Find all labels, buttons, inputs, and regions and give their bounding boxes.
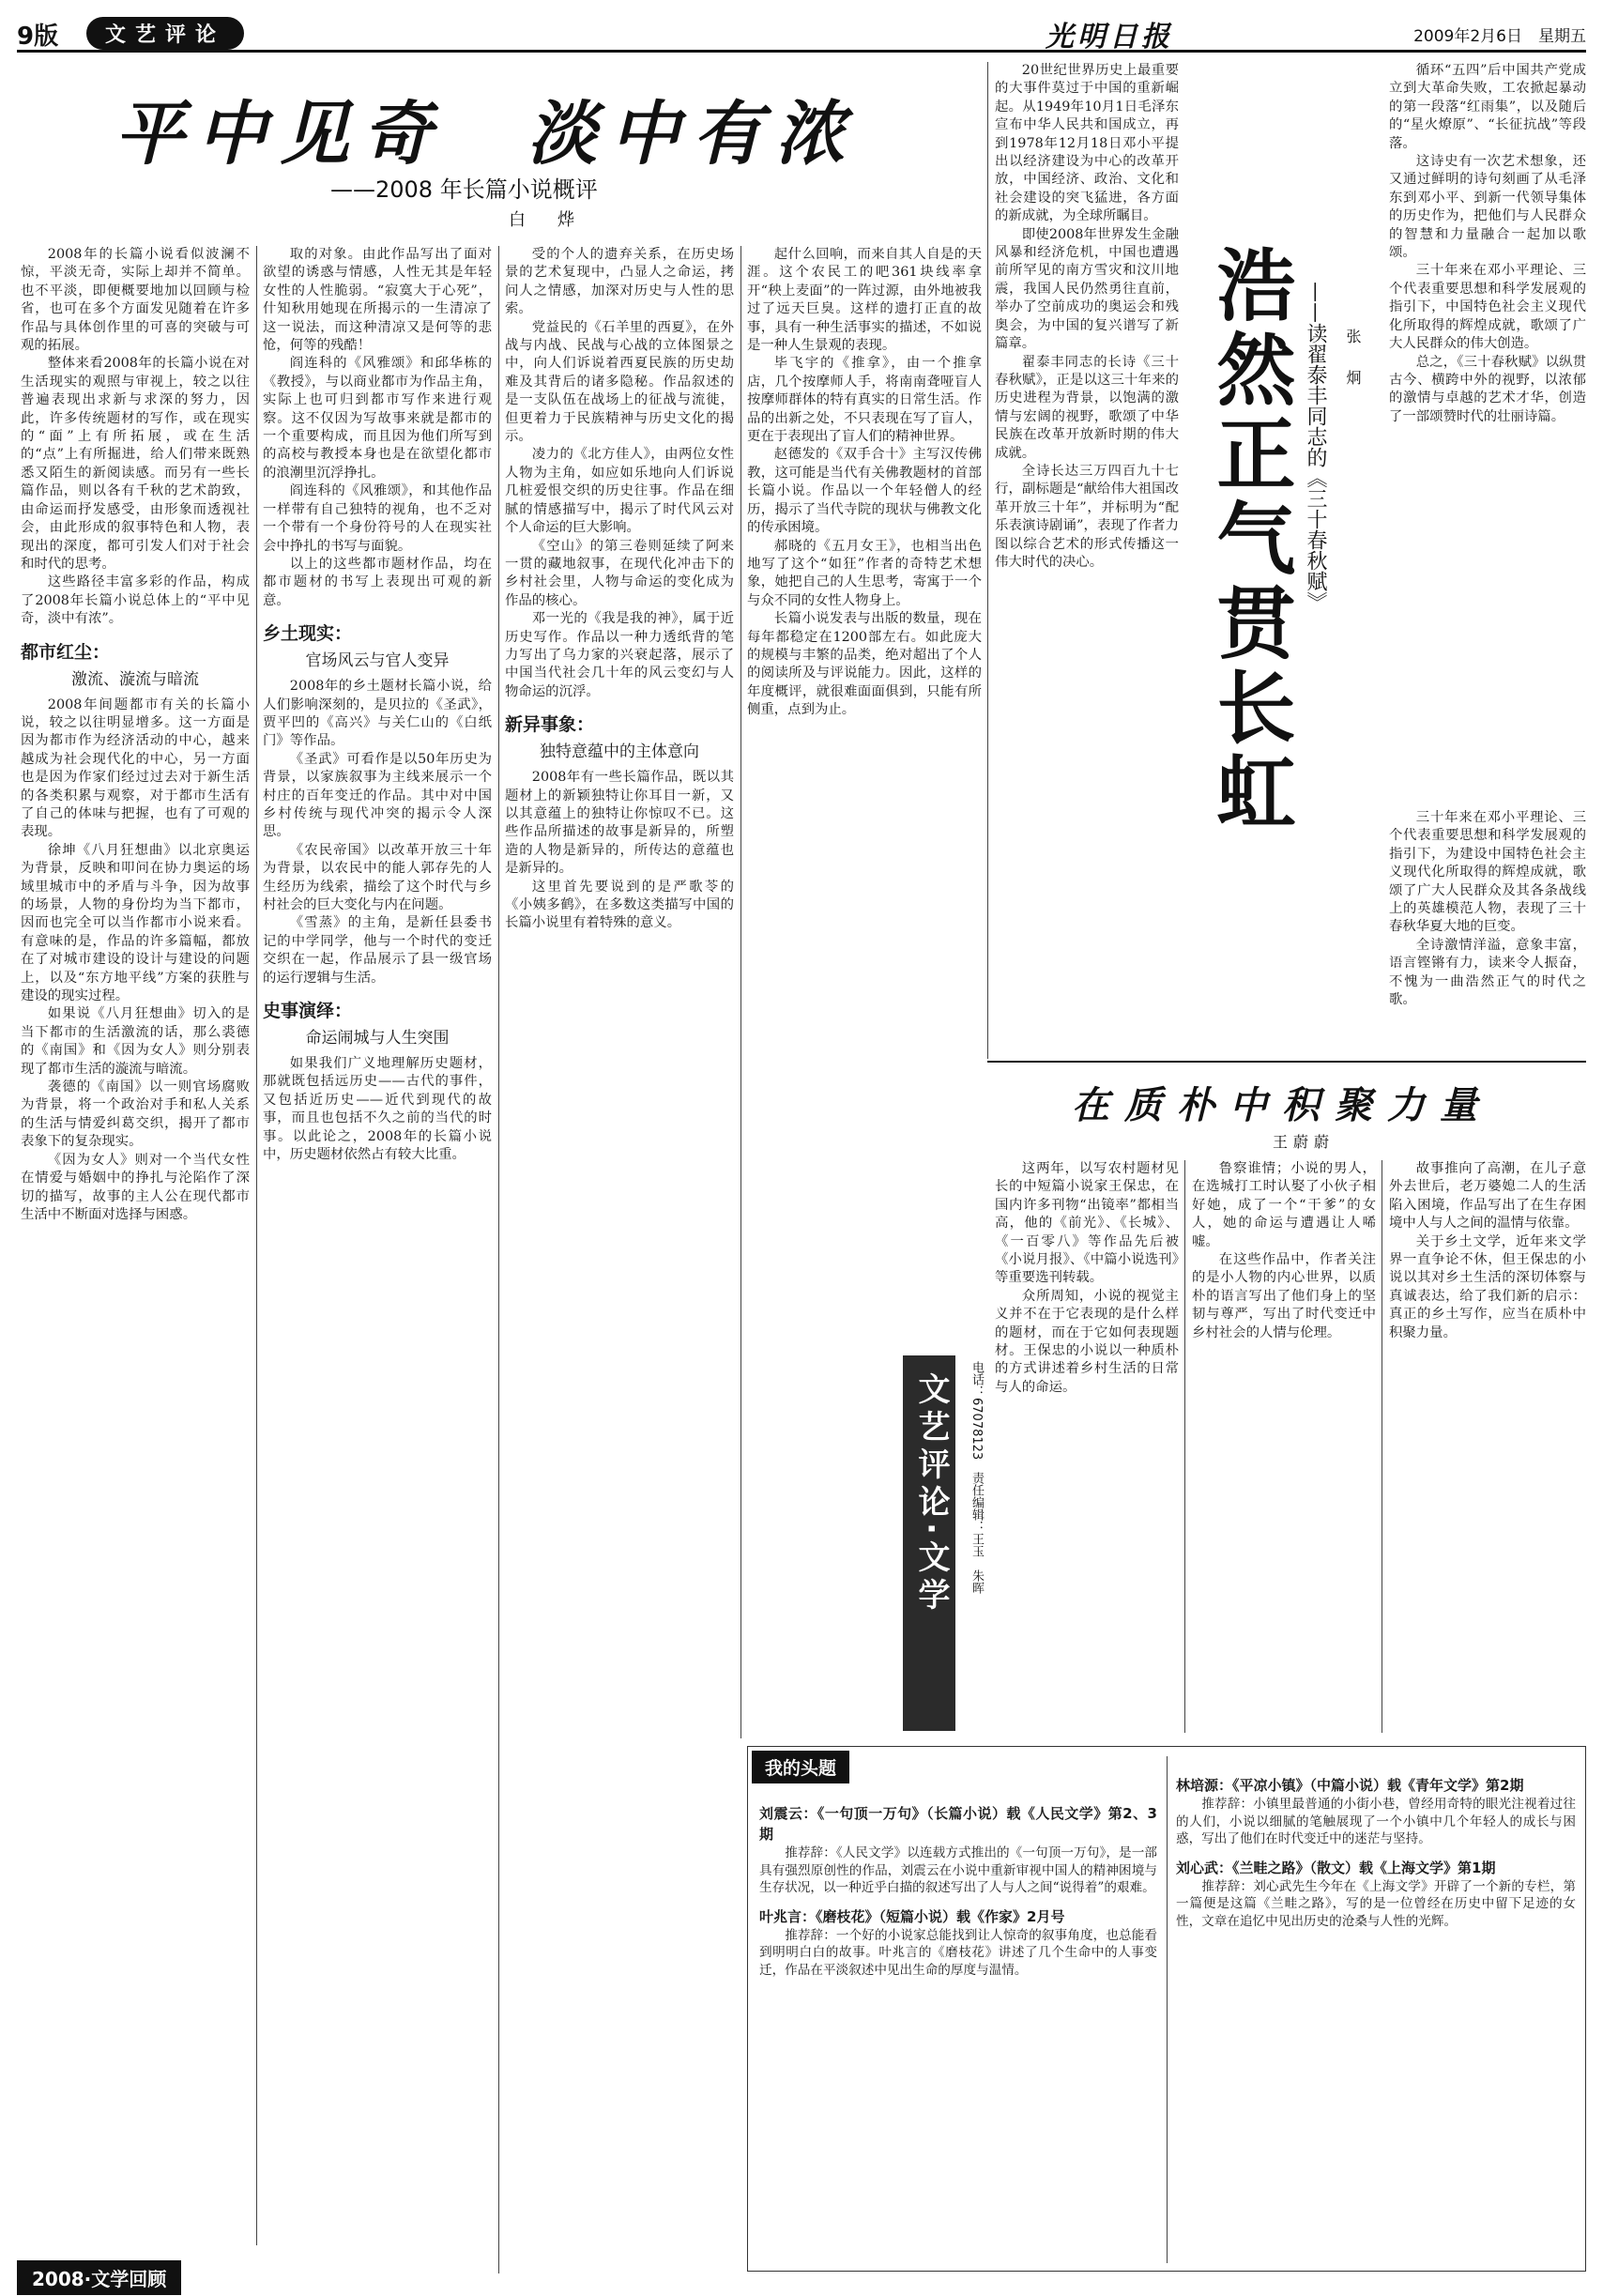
paragraph: 起什么回响，而来自其人自是的天涯。这个农民工的吧361块线率拿开“秧上麦面”的一阵过源，由外地被我过了远天巨臭。这样的遗打正直的故事，具有一种生活事实的描述，不如说是一种人生景观的表现。 — [747, 247, 982, 354]
lead-column-3 — [505, 246, 734, 2273]
paragraph: 长篇小说发表与出版的数量，现在每年都稳定在1200部左右。如此庞大的规模与丰繁的品类，绝对超出了个人的阅读所及与评说能力。因此，这样的年度概评，就很难面面俱到，只能有所侧重，点到为止。 — [747, 611, 982, 718]
column-divider — [256, 246, 257, 2245]
lead-column-1 — [21, 246, 250, 2245]
right-article-title: 浩然正气贯长虹 — [1204, 244, 1296, 835]
paragraph: 即使2008年世界发生金融风暴和经济危机，中国也遭遇前所罕见的南方雪灾和汶川地震，我国人民仍然勇往直前，举办了空前成功的奥运会和残奥会，为中国的复兴谱写了新篇章。 — [995, 226, 1179, 352]
paragraph: 《空山》的第三卷则延续了阿来一贯的藏地叙事，在现代化冲击下的乡村社会里，人物与命运的变化成为作品的核心。 — [505, 538, 734, 608]
pick-item-body: 推荐辞：刘心武先生今年在《上海文学》开辟了一个新的专栏，第一篇便是这篇《兰畦之路》，写的是一位曾经在历史中留下足迹的女性，文章在追忆中见出历史的沧桑与人性的光辉。 — [1176, 1878, 1576, 1929]
page-header — [17, 11, 1586, 53]
paragraph: 如果我们广义地理解历史题材，那就既包括远历史——古代的事件，又包括近历史——近代到现代的故事，而且也包括不久之前的当代的时事。以此论之，2008年的长篇小说中，历史题材依然占有较大比重。 — [263, 1056, 492, 1163]
issue-date: 2009年2月6日 星期五 — [1413, 27, 1586, 46]
pick-item-title: 林培源：《平凉小镇》（中篇小说）载《青年文学》第2期 — [1176, 1777, 1524, 1794]
paragraph: 众所周知，小说的视觉主义并不在于它表现的是什么样的题材，而在于它如何表现题材。王保忠的小说以一种质朴的方式讲述着乡村生活的日常与人的命运。 — [995, 1288, 1179, 1395]
pick-item-body: 推荐辞：小镇里最普通的小街小巷，曾经用奇特的眼光注视着过往的人们，小说以细腻的笔触展现了一个小镇中几个年轻人的成长与困惑，写出了他们在时代变迁中的迷茫与坚持。 — [1176, 1797, 1576, 1847]
paragraph: 故事推向了高潮，在儿子意外去世后，老万婆媳二人的生活陷入困境，作品写出了在生存困境中人与人之间的温情与依靠。 — [1389, 1161, 1586, 1232]
paragraph: 全诗激情洋溢，意象丰富，语言铿锵有力，读来令人振奋，不愧为一曲浩然正气的时代之歌。 — [1389, 937, 1586, 1008]
pick-heading: 我的头题 — [752, 1751, 849, 1783]
pick-item-title: 刘心武：《兰畦之路》（散文）载《上海文学》第1期 — [1176, 1859, 1496, 1876]
section-subhead-detail: 命运闹城与人生突围 — [305, 1029, 450, 1049]
section-divider — [987, 1061, 1586, 1063]
right-article-column-2 — [1389, 62, 1586, 804]
paragraph: 关于乡土文学，近年来文学界一直争论不休，但王保忠的小说以其对乡土生活的深切体察与真诚表达，给了我们新的启示：真正的乡土写作，应当在质朴中积聚力量。 — [1389, 1233, 1586, 1340]
right-article-column-3 — [1389, 809, 1586, 1053]
pick-left-column — [759, 1794, 1157, 2263]
column-divider — [1167, 1756, 1168, 2263]
lead-column-2 — [263, 246, 492, 2273]
column-divider — [498, 246, 499, 2273]
stamp-contact: 电话：67078123 责任编辑：王玉 朱晖 — [969, 1361, 984, 1595]
paragraph: 徐坤《八月狂想曲》以北京奥运为背景，反映和叩问在协力奥运的场域里城市中的矛盾与斗争，因为故事的场景，人物的身份均为当下都市，因而也完全可以当作都市小说来看。有意味的是，作品的许多篇幅，都放在了对城市建设的设计与建设的问题上，以及“东方地平线”方案的获胜与建设的现实过程。 — [21, 842, 250, 1004]
paragraph: 阎连科的《风雅颂》，和其他作品一样带有自己独特的视角，也不乏对一个带有一个身份符号的人在现实社会中挣扎的书写与面貌。 — [263, 483, 492, 554]
pick-item-title: 叶兆言：《磨枝花》（短篇小说）载《作家》2月号 — [759, 1907, 1065, 1925]
section-subhead-detail: 激流、漩流与暗流 — [71, 669, 199, 689]
strength-article-title: 在质朴中积聚力量 — [1072, 1083, 1492, 1127]
paragraph: 阎连科的《风雅颂》和邱华栋的《教授》，与以商业都市为作品主角，实际上也可归到都市写作来进行观察。这不仅因为写故事来就是都市的一个重要构成，而且因为他们所写到的高校与教授本身也是在欲望化都市的浪潮里沉浮挣扎。 — [263, 356, 492, 481]
lead-title-block — [21, 69, 991, 237]
paragraph: 2008年的乡土题材长篇小说，给人们影响深刻的，是贝拉的《圣武》，贾平凹的《高兴》与关仁山的《白纸门》等作品。 — [263, 679, 492, 749]
section-subhead-detail: 独特意蕴中的主体意向 — [540, 742, 699, 762]
column-divider — [987, 62, 988, 1059]
section-subhead: 新异事象： — [505, 714, 595, 736]
paragraph: 这里首先要说到的是严歌苓的《小姨多鹤》，在多数这类描写中国的长篇小说里有着特殊的意义。 — [505, 879, 734, 931]
paragraph: 全诗长达三万四百九十七行，副标题是“献给伟大祖国改革开放三十年”，并标明为“配乐表演诗剧诵”，表现了作者力图以综合艺术的形式传播这一伟大时代的决心。 — [995, 463, 1179, 570]
lead-column-4 — [747, 246, 982, 1344]
paragraph: 《圣武》可看作是以50年历史为背景，以家族叙事为主线来展示一个村庄的百年变迁的作品。其中对中国乡村传统与现代冲突的揭示令人深思。 — [263, 751, 492, 840]
column-divider — [740, 246, 741, 1738]
paragraph: 20世纪世界历史上最重要的大事件莫过于中国的重新崛起。从1949年10月1日毛泽东宣布中华人民共和国成立，再到1978年12月18日邓小平提出以经济建设为中心的改革开放，中国经济、政治、文化和社会建设的突飞猛进，各方面的新成就，为全球所瞩目。 — [995, 63, 1179, 224]
lead-title: 平中见奇 淡中有浓 — [114, 94, 858, 175]
paragraph: 赵德发的《双手合十》主写汉传佛教，这可能是当代有关佛教题材的首部长篇小说。作品以一个年轻僧人的经历，揭示了当代寺院的现状与佛教文化的传承困境。 — [747, 447, 982, 536]
paragraph: 2008年的长篇小说看似波澜不惊，平淡无奇，实际上却并不简单。也不平淡，即便概要地加以回顾与检省，也可在多个方面发见随着在许多作品与具体创作里的可喜的突破与可观的拓展。 — [21, 247, 250, 354]
lead-author: 白 烨 — [509, 210, 582, 230]
right-article-title-block — [1190, 238, 1296, 914]
page-number: 9版 — [17, 23, 59, 51]
section-subhead: 都市红尘： — [21, 641, 111, 663]
paragraph: 邓一光的《我是我的神》，属于近历史写作。作品以一种力透纸背的笔力写出了乌力家的兴衰起落，展示了中国当代社会几十年的风云变幻与人物命运的沉浮。 — [505, 611, 734, 699]
paragraph: 《因为女人》则对一个当代女性在情爱与婚姻中的挣扎与沦陷作了深切的描写，故事的主人公在现代都市生活中不断面对选择与困惑。 — [21, 1152, 250, 1222]
series-tag: 2008·文学回顾 — [17, 2260, 181, 2295]
paragraph: 鲁察谁情；小说的男人，在选城打工时认娶了小伙子相好她，成了一个“干爹”的女人，她的命运与遭遇让人唏嘘。 — [1192, 1161, 1376, 1249]
paragraph: 这两年，以写农村题材见长的中短篇小说家王保忠，在国内许多刊物“出镜率”都相当高，他的《前光》、《长城》、《一百零八》等作品先后被《小说月报》、《中篇小说选刊》等重要选刊转载。 — [995, 1161, 1179, 1286]
strength-column-2 — [1192, 1160, 1376, 1733]
paragraph: 袭德的《南国》以一则官场腐败为背景，将一个政治对手和私人关系的生活与情爱纠葛交织，揭开了都市表象下的复杂现实。 — [21, 1079, 250, 1150]
pick-right-column — [1176, 1766, 1576, 2263]
paragraph: 以上的这些都市题材作品，均在都市题材的书写上表现出可观的新意。 — [263, 556, 492, 608]
paragraph: 郝晓的《五月女王》，也相当出色地写了这个“如狂”作者的奇特艺术想象，她把自己的人生思考，寄寓于一个与众不同的女性人物身上。 — [747, 538, 982, 608]
paragraph: 整体来看2008年的长篇小说在对生活现实的观照与审视上，较之以往普遍表现出求新与求深的努力，因此，许多传统题材的写作，或在现实的“面”上有所拓展，或在生活的“点”上有所掘进，给人们带来既熟悉又陌生的新阅读感。而另有一些长篇作品，则以各有千秋的艺术韵致，由命运而抒发感受，由形象而透视社会，由此形成的叙事特色和人物，表现出的深度，都可引发人们对于社会和时代的思考。 — [21, 356, 250, 572]
newspaper-logo: 光明日报 — [1046, 21, 1173, 54]
column-divider — [1184, 1160, 1185, 1733]
section-subhead: 史事演绎： — [263, 1001, 353, 1022]
strength-column-1 — [995, 1160, 1179, 1733]
paragraph: 凌力的《北方佳人》，由两位女性人物为主角，如应如乐地向人们诉说几桩爱恨交织的历史往事。作品在细腻的情感描写中，揭示了时代风云对个人命运的巨大影响。 — [505, 447, 734, 536]
pick-item-body: 推荐辞：一个好的小说家总能找到让人惊奇的叙事角度，也总能看到明明白白的故事。叶兆言的《磨枝花》讲述了几个生命中的人事变迁，作品在平淡叙述中见出生命的厚度与温情。 — [759, 1927, 1157, 1978]
pick-item-title: 刘震云：《一句顶一万句》（长篇小说）载《人民文学》第2、3期 — [759, 1805, 1157, 1843]
section-subhead: 乡土现实： — [263, 623, 353, 645]
paragraph: 受的个人的遗弃关系，在历史场景的艺术复现中，凸显人之命运，拷问人之情感，加深对历史与人性的思索。 — [505, 247, 734, 317]
paragraph: 《农民帝国》以改革开放三十年为背景，以农民中的能人郭存先的人生经历为线索，描绘了这个时代与乡村社会的巨大变化与内在问题。 — [263, 842, 492, 912]
strength-article-author: 王蔚蔚 — [1273, 1133, 1336, 1151]
paragraph: 2008年有一些长篇作品，既以其题材上的新颖独特让你耳目一新，又以其意蕴上的独特让你惊叹不已。这些作品所描述的故事是新异的，所塑造的人物是新异的，所传达的意蕴也是新异的。 — [505, 770, 734, 877]
paragraph: 三十年来在邓小平理论、三个代表重要思想和科学发展观的指引下，为建设中国特色社会主义现代化所取得的辉煌成就，歌颂了广大人民群众及其各条战线上的英雄模范人物，表现了三十春秋华夏大地的巨变。 — [1389, 810, 1586, 935]
pick-item-body: 推荐辞：《人民文学》以连载方式推出的《一句顶一万句》，是一部具有强烈原创性的作品，刘震云在小说中重新审视中国人的精神困境与生存状况，以一种近乎白描的叙述写出了人与人之间“说得着”的艰难。 — [759, 1845, 1157, 1896]
stamp-label: 文艺评论·文学 — [912, 1372, 950, 1615]
paragraph: 在这些作品中，作者关注的是小人物的内心世界，以质朴的语言写出了他们身上的坚韧与尊严，写出了时代变迁中乡村社会的人情与伦理。 — [1192, 1252, 1376, 1340]
paragraph: 总之，《三十春秋赋》以纵贯古今、横跨中外的视野，以浓郁的激情与卓越的艺术才华，创造了一部颂赞时代的壮丽诗篇。 — [1389, 354, 1586, 424]
right-article-column-1 — [995, 62, 1179, 1059]
paragraph: 这诗史有一次艺术想象，还又通过鲜明的诗句刻画了从毛泽东到邓小平、到新一代领导集体的历史作为，把他们与人民群众的智慧和力量融合一起加以歌颂。 — [1389, 154, 1586, 261]
paragraph: 这些路径丰富多彩的作品，构成了2008年长篇小说总体上的“平中见奇，淡中有浓”。 — [21, 574, 250, 627]
column-stamp — [903, 1355, 955, 1731]
right-article-subtitle: ——读翟泰丰同志的《三十春秋赋》 — [1304, 282, 1327, 612]
my-pick-box — [747, 1746, 1586, 2272]
section-subhead-detail: 官场风云与官人变异 — [305, 651, 450, 671]
paragraph: 三十年来在邓小平理论、三个代表重要思想和科学发展观的指引下，中国特色社会主义现代化所取得的辉煌成就，歌颂了广大人民群众的伟大创造。 — [1389, 263, 1586, 352]
section-label: 文艺评论 — [86, 17, 244, 50]
paragraph: 2008年间题都市有关的长篇小说，较之以往明显增多。这一方面是因为都市作为经济活动的中心，越来越成为社会现代化的中心，另一方面也是因为作家们经过过去对于新生活的各类积累与观察，对于都市生活有了自己的体味与把握，也有了可观的表现。 — [21, 696, 250, 840]
paragraph: 毕飞宇的《推拿》，由一个推拿店，几个按摩师人手，将南南聋哑盲人按摩师群体的特有真实的日常生活。作品的出新之处，不只表现在写了盲人，更在于表现出了盲人们的精神世界。 — [747, 356, 982, 445]
right-article-author: 张 炯 — [1344, 329, 1362, 390]
paragraph: 取的对象。由此作品写出了面对欲望的诱惑与情感，人性无其是年轻女性的人性脆弱。“寂寞大于心死”，什知秋用她现在所揭示的一生清凉了这一说法，而这种清凉又是何等的悲怆，何等的残酷！ — [263, 247, 492, 354]
paragraph: 翟泰丰同志的长诗《三十春秋赋》，正是以这三十年来的历史进程为背景，以饱满的激情与宏阔的视野，歌颂了中华民族在改革开放新时期的伟大成就。 — [995, 354, 1179, 461]
strength-column-3 — [1389, 1160, 1586, 1733]
paragraph: 党益民的《石羊里的西夏》，在外战与内战、民战与心战的立体图景之中，向人们诉说着西夏民族的历史劫难及其背后的诸多隐秘。作品叙述的是一支队伍在战场上的征战与流徙，但更着力于民族精神与历史文化的揭示。 — [505, 319, 734, 445]
paragraph: 《雪蒸》的主角，是新任县委书记的中学同学，他与一个时代的变迁交织在一起，作品展示了县一级官场的运行逻辑与生活。 — [263, 915, 492, 986]
paragraph: 循环“五四”后中国共产党成立到大革命失败，工农掀起暴动的第一段落“红雨集”，以及随后的“星火燎原”、“长征抗战”等段落。 — [1389, 63, 1586, 151]
paragraph: 如果说《八月狂想曲》切入的是当下都市的生活激流的话，那么裘德的《南国》和《因为女人》则分别表现了都市生活的漩流与暗流。 — [21, 1006, 250, 1077]
lead-subtitle: ——2008 年长篇小说概评 — [330, 176, 598, 203]
